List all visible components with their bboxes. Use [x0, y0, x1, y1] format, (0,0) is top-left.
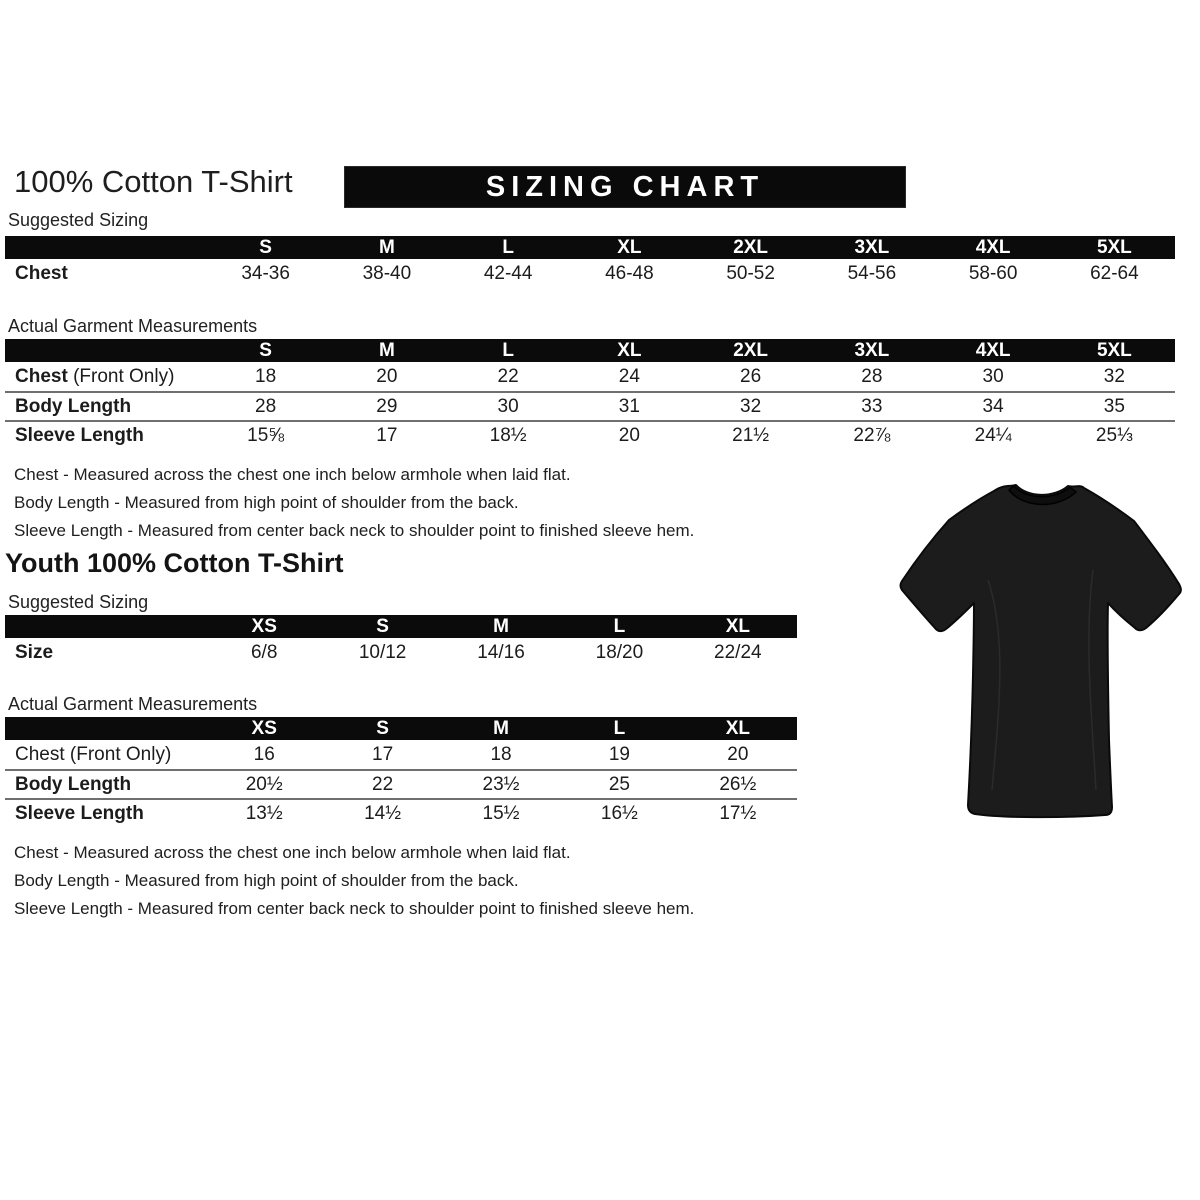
youth-actual-measurements-label: Actual Garment Measurements: [8, 694, 258, 714]
measurement-cell: 31: [618, 395, 640, 417]
measurement-cell: 23½: [482, 773, 520, 795]
measurement-cell: 25: [608, 773, 630, 795]
measurement-cell: 30: [982, 365, 1004, 387]
measurement-cell: 18½: [489, 424, 527, 446]
measurement-cell: 17: [376, 424, 398, 446]
measurement-cell: 6/8: [250, 641, 278, 663]
measurement-cell: 16½: [600, 802, 638, 824]
size-column-header: S: [259, 339, 272, 361]
table-row: [5, 391, 1175, 420]
measurement-cell: 28: [861, 365, 883, 387]
youth-section-title: Youth 100% Cotton T-Shirt: [5, 548, 344, 578]
measurement-cell: 17: [372, 743, 394, 765]
size-column-header: 2XL: [733, 236, 769, 258]
row-label: Sleeve Length: [15, 424, 144, 446]
row-label: Chest (Front Only): [15, 365, 175, 387]
size-column-header: 5XL: [1096, 236, 1132, 258]
measurement-cell: 29: [376, 395, 398, 417]
row-label: Chest (Front Only): [15, 743, 172, 765]
row-label: Sleeve Length: [15, 802, 144, 824]
table-row: [5, 362, 1175, 391]
size-column-header: XL: [617, 236, 642, 258]
measurement-cell: 22: [497, 365, 519, 387]
table-row: [5, 798, 797, 827]
measurement-cell: 22/24: [714, 641, 762, 663]
measurement-cell: 20: [376, 365, 398, 387]
row-label: Size: [15, 641, 54, 663]
measurement-cell: 18: [490, 743, 512, 765]
table-header-row: [5, 615, 797, 638]
size-column-header: 3XL: [854, 236, 890, 258]
youth-actual-measurements-table: [5, 717, 797, 827]
measurement-cell: 14½: [364, 802, 402, 824]
table-row: [5, 769, 797, 798]
measurement-cell: 24: [618, 365, 640, 387]
measurement-cell: 26½: [719, 773, 757, 795]
size-column-header: M: [493, 717, 509, 739]
tshirt-body: [901, 485, 1181, 817]
adult-measurement-notes: [14, 461, 694, 545]
measurement-cell: 30: [497, 395, 519, 417]
measurement-cell: 28: [255, 395, 277, 417]
measurement-cell: 18: [255, 365, 277, 387]
size-column-header: 3XL: [854, 339, 890, 361]
measurement-cell: 10/12: [358, 641, 407, 663]
adult-actual-measurements-table: [5, 339, 1175, 449]
size-column-header: S: [376, 615, 389, 637]
measurement-cell: 20: [727, 743, 749, 765]
tshirt-product-image: [888, 460, 1195, 840]
table-row: [5, 259, 1175, 288]
measurement-cell: 46-48: [605, 262, 654, 284]
size-column-header: S: [376, 717, 389, 739]
size-column-header: S: [259, 236, 272, 258]
measurement-cell: 17½: [719, 802, 757, 824]
measurement-cell: 16: [253, 743, 275, 765]
measurement-cell: 20½: [245, 773, 283, 795]
size-column-header: L: [613, 717, 626, 739]
measurement-cell: 42-44: [483, 262, 533, 284]
note-body-length: Body Length - Measured from high point of shoulder from the back.: [14, 493, 519, 512]
measurement-cell: 15⅝: [247, 424, 285, 446]
row-label: Chest: [15, 262, 68, 284]
adult-section-title: 100% Cotton T-Shirt: [14, 164, 293, 199]
measurement-cell: 50-52: [726, 262, 775, 284]
measurement-cell: 19: [608, 743, 630, 765]
size-column-header: 2XL: [733, 339, 769, 361]
size-column-header: 5XL: [1096, 339, 1132, 361]
table-row: [5, 740, 797, 769]
note-chest: Chest - Measured across the chest one inch below armhole when laid flat.: [14, 465, 571, 484]
size-column-header: L: [502, 339, 514, 361]
measurement-cell: 58-60: [968, 262, 1018, 284]
size-column-header: 4XL: [975, 236, 1011, 258]
note-sleeve-length: Sleeve Length - Measured from center back neck to shoulder point to finished sleeve hem.: [14, 521, 695, 540]
measurement-cell: 21½: [732, 424, 770, 446]
table-header-row: [5, 236, 1175, 259]
measurement-cell: 15½: [482, 802, 520, 824]
measurement-cell: 22: [372, 773, 394, 795]
youth-suggested-sizing-label: Suggested Sizing: [8, 592, 149, 612]
measurement-cell: 24¼: [974, 424, 1012, 446]
measurement-cell: 33: [861, 395, 883, 417]
measurement-cell: 32: [740, 395, 762, 417]
measurement-cell: 34: [982, 395, 1004, 417]
sizing-chart-banner-text: SIZING CHART: [485, 170, 765, 203]
measurement-cell: 32: [1103, 365, 1125, 387]
size-column-header: XL: [617, 339, 642, 361]
adult-actual-measurements-label: Actual Garment Measurements: [8, 316, 258, 336]
measurement-cell: 54-56: [847, 262, 897, 284]
table-row: [5, 638, 797, 667]
table-header-row: [5, 339, 1175, 362]
measurement-cell: 35: [1103, 395, 1125, 417]
note-chest: Chest - Measured across the chest one inch below armhole when laid flat.: [14, 843, 571, 862]
youth-suggested-sizing-table: [5, 615, 797, 667]
measurement-cell: 22⅞: [853, 424, 891, 446]
measurement-cell: 38-40: [362, 262, 412, 284]
size-column-header: L: [502, 236, 514, 258]
size-column-header: 4XL: [975, 339, 1011, 361]
row-label: Body Length: [15, 773, 132, 795]
row-label: Body Length: [15, 395, 132, 417]
size-column-header: L: [613, 615, 626, 637]
adult-suggested-sizing-label: Suggested Sizing: [8, 210, 149, 230]
size-column-header: M: [378, 339, 395, 361]
table-header-row: [5, 717, 797, 740]
sizing-chart-banner: [345, 167, 905, 207]
size-column-header: M: [493, 615, 509, 637]
size-column-header: XL: [725, 717, 750, 739]
note-body-length: Body Length - Measured from high point of shoulder from the back.: [14, 871, 519, 890]
measurement-cell: 26: [740, 365, 762, 387]
measurement-cell: 13½: [245, 802, 283, 824]
measurement-cell: 20: [618, 424, 640, 446]
youth-measurement-notes: [14, 839, 694, 923]
size-column-header: XS: [251, 717, 277, 739]
adult-suggested-sizing-table: [5, 236, 1175, 288]
measurement-cell: 62-64: [1090, 262, 1139, 284]
size-column-header: XL: [725, 615, 750, 637]
measurement-cell: 14/16: [477, 641, 525, 663]
measurement-cell: 18/20: [595, 641, 644, 663]
measurement-cell: 34-36: [241, 262, 290, 284]
size-column-header: XS: [251, 615, 277, 637]
measurement-cell: 25⅓: [1095, 424, 1133, 446]
table-row: [5, 420, 1175, 449]
note-sleeve-length: Sleeve Length - Measured from center back neck to shoulder point to finished sleeve hem.: [14, 899, 695, 918]
size-column-header: M: [378, 236, 395, 258]
